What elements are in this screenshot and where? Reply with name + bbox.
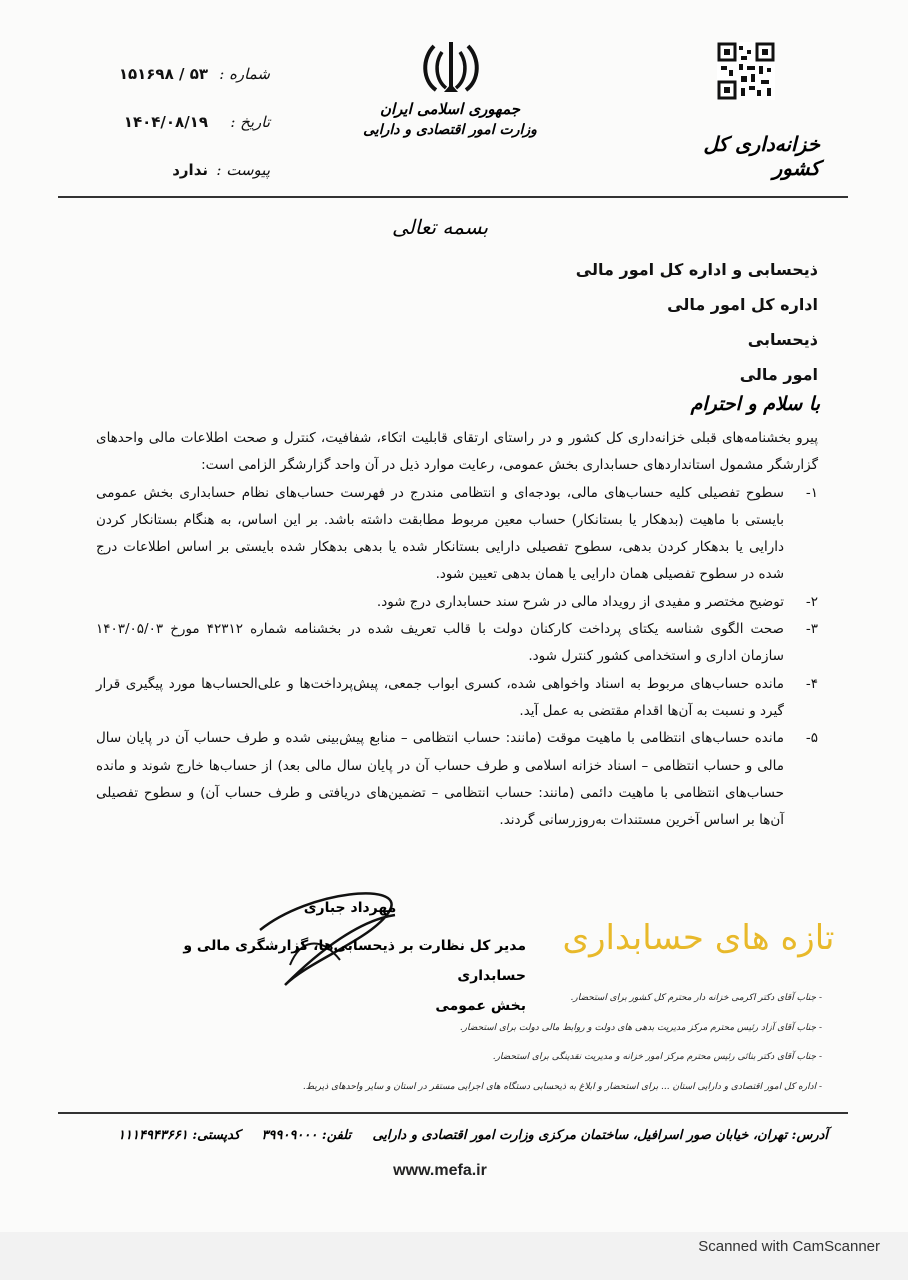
item-text: صحت الگوی شناسه یکتای پرداخت کارکنان دولت با قالب تعریف شده در بخشنامه شماره ۴۲۳۱۲ مورخ ۱۴۰۳/۰۵/۰۳ سازمان اداری و استخدامی کشور کنترل شود. (96, 621, 784, 665)
letter-number: ۵۳ / ۱۵۱۶۹۸ (118, 65, 208, 83)
recipient-line: ذیحسابی و اداره کل امور مالی (575, 260, 818, 279)
item-number: ۱- (805, 484, 818, 501)
iran-emblem-icon (420, 40, 482, 98)
letter-date: ۱۴۰۴/۰۸/۱۹ (123, 113, 208, 131)
recipient-line: ذیحسابی (747, 330, 818, 349)
treasury-name: خزانه‌داری کل کشور (703, 132, 820, 180)
list-item (96, 671, 818, 726)
greeting: با سلام و احترام (690, 393, 820, 415)
item-text: توضیح مختصر و مفیدی از رویداد مالی در شرح سند حسابداری درج شود. (376, 593, 784, 610)
intro-paragraph: پیرو بخشنامه‌های قبلی خزانه‌داری کل کشور و در راستای ارتقای قابلیت اتکاء، شفافیت، کنترل و صحت اطلاعات مالی واحدهای گزارشگر مشمول استانداردهای حسابداری بخش عمومی، رعایت موارد ذیل در آن واحد گزارشگر الزامی است: (96, 430, 818, 474)
footer-address: آدرس: تهران، خیابان صور اسرافیل، ساختمان مرکزی وزارت امور اقتصادی و دارایی (372, 1128, 828, 1143)
signer-name: مهرداد جباری (303, 900, 397, 916)
footer-phone: تلفن: ۳۹۹۰۹۰۰۰ (261, 1128, 352, 1143)
recipient-line: اداره کل امور مالی (667, 295, 818, 314)
footer-website: www.mefa.ir (393, 1162, 487, 1179)
letter-number-label: شماره : (219, 65, 270, 83)
item-number: ۴- (805, 675, 818, 692)
item-text: سطوح تفصیلی کلیه حساب‌های مالی، بودجه‌ای و انتظامی مندرج در فهرست حساب‌های نظام حسابداری بخش عمومی بایستی با ماهیت (بدهکار یا بستانکار) حساب معین مربوط مطابقت داشته باشد. بر این اساس، به هنگام بستانکار کردن دارایی یا بدهکار کردن بدهی، سطوح تفصیلی دارایی بستانکار شده یا بدهی بدهکار شده بایستی بر اساس اطلاعات درج شده در سطوح تفصیلی همان دارایی یا همان بدهی تعیین شود. (96, 484, 784, 583)
list-item (96, 589, 818, 616)
letter-date-row (100, 98, 270, 146)
list-item (96, 480, 818, 589)
cc-line: - جناب آقای دکتر اکرمی خزانه دار محترم کل کشور برای استحضار. (570, 993, 822, 1003)
attachment-value: ندارد (172, 161, 208, 179)
scanner-note: Scanned with CamScanner (698, 1238, 880, 1255)
republic-name: جمهوری اسلامی ایران (379, 100, 521, 118)
cc-line: - جناب آقای دکتر بنائی رئیس محترم مرکز امور خزانه و مدیریت نقدینگی برای استحضار. (492, 1052, 822, 1062)
attachment-label: پیوست : (216, 161, 270, 179)
cc-line: - اداره کل امور اقتصادی و دارایی استان ... برای استحضار و ابلاغ به ذیحسابی دستگاه های اجرایی مستقر در استان و سایر واحدهای ذیربط. (302, 1081, 822, 1092)
ministry-name: وزارت امور اقتصادی و دارایی (363, 122, 537, 138)
letter-body (96, 425, 818, 834)
item-text: مانده حساب‌های مربوط به اسناد واخواهی شده، کسری ابواب جمعی، پیش‌پرداخت‌ها و علی‌الحساب‌ها مورد پیگیری قرار گیرد و نسبت به آن‌ها اقدام مقتضی به عمل آید. (96, 675, 784, 719)
list-item (96, 616, 818, 671)
issuer-block (350, 100, 550, 138)
letter-date-label: تاریخ : (230, 113, 270, 131)
item-text: مانده حساب‌های انتظامی با ماهیت موقت (مانند: حساب انتظامی – منابع پیش‌بینی شده و طرف حساب آن در پایان سال مالی و حساب انتظامی – اسناد خزانه اسلامی و طرف حساب آن در پایان سال مالی بعد) از حساب‌ها خارج شوند و مانده حساب‌های انتظامی با ماهیت دائمی (مانند: حساب انتظامی – تضمین‌های دریافتی و طرف حساب آن) و سطوح تفصیلی آن‌ها بر اساس آخرین مستندات به‌روزرسانی گردند. (96, 730, 784, 829)
signer-title-line: بخش عمومی (435, 998, 526, 1014)
footer-divider (58, 1112, 848, 1114)
list-item (96, 725, 818, 834)
letter-number-row (100, 50, 270, 98)
signer-title-line: مدیر کل نظارت بر ذیحسابی‌ها، گزارشگری مالی و حسابداری (183, 938, 526, 984)
footer-postal-code: کدپستی: ۱۱۱۴۹۴۳۶۶۱ (118, 1128, 241, 1143)
item-number: ۲- (805, 593, 818, 610)
cc-line: - جناب آقای آزاد رئیس محترم مرکز مدیریت بدهی های دولت و روابط مالی دولت برای استحضار. (459, 1022, 822, 1033)
watermark-text: تازه های حسابداری (562, 918, 835, 958)
footer-contact (118, 1128, 828, 1143)
recipients-list (500, 252, 818, 392)
letter-meta (100, 50, 270, 194)
cc-list (290, 984, 822, 1102)
item-number: ۵- (805, 730, 818, 747)
header-divider (58, 196, 848, 198)
item-number: ۳- (805, 621, 818, 638)
recipient-line: امور مالی (739, 365, 818, 384)
basmala: بسمه تعالی (391, 215, 489, 239)
attachment-row (100, 146, 270, 194)
qr-code-icon (717, 42, 775, 100)
